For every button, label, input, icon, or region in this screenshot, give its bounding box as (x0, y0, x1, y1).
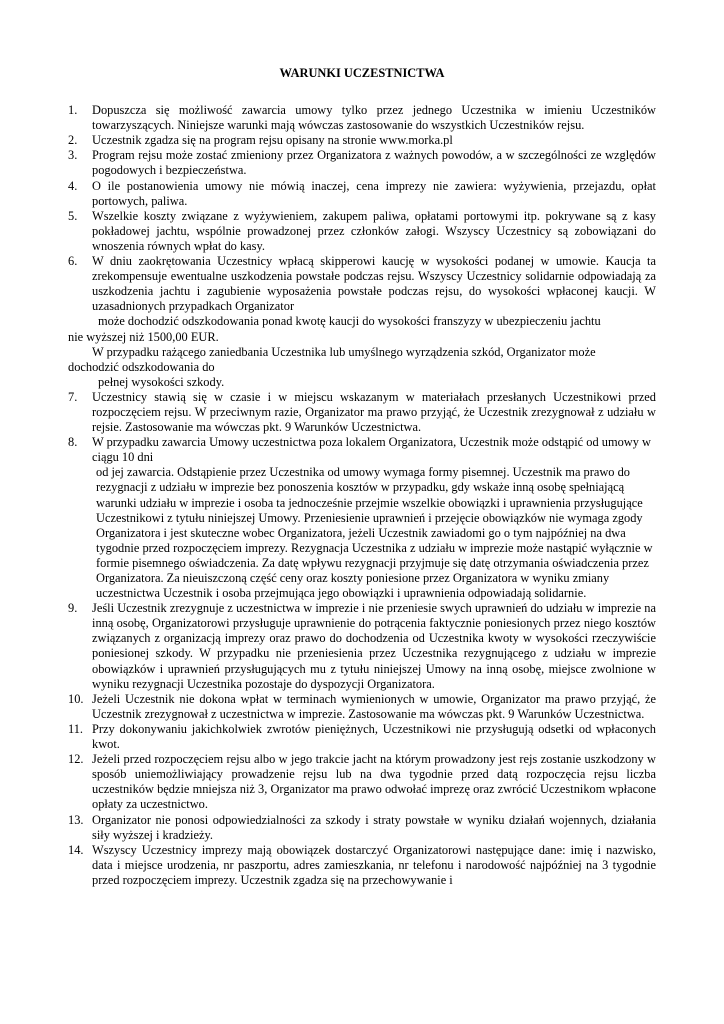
item-text: Uczestnik zgadza się na program rejsu opisany na stronie www.morka.pl (92, 133, 453, 148)
item-text-continuation: W przypadku rażącego zaniedbania Uczestnika lub umyślnego wyrządzenia szkód, Organizator może (92, 344, 596, 359)
item-text: Uczestnicy stawią się w czasie i w miejscu wskazanym w materiałach przesłanych Uczestnikowi przed rozpoczęciem rejsu. W przeciwnym razie, Organizator ma prawo przyjąć, że Uczestnik zrezygnował z udziału w rejsie. Zastosowanie ma wówczas pkt. 9 Warunków Uczestnictwa. (92, 389, 656, 435)
item-text: W przypadku zawarcia Umowy uczestnictwa poza lokalem Organizatora, Uczestnik może odstąpić od umowy w ciągu 10 dni (92, 435, 651, 465)
item-number: 7. (68, 389, 78, 404)
conditions-list (68, 103, 656, 888)
item-text-continuation: dochodzić odszkodowania do (68, 359, 215, 374)
item-number: 4. (68, 178, 78, 193)
item-text: Organizator nie ponosi odpowiedzialności za szkody i straty powstałe w wyniku działań wojennych, działania siły wyższej i kradzieży. (92, 812, 656, 842)
item-text: Jeżeli Uczestnik nie dokona wpłat w terminach wymienionych w umowie, Organizator ma prawo przyjąć, że Uczestnik zrezygnował z uczestnictwa w imprezie. Zastosowanie ma wówczas pkt. 9 Warunków Uczestnictwa. (92, 691, 656, 721)
item-text: Przy dokonywaniu jakichkolwiek zwrotów pieniężnych, Uczestnikowi nie przysługują odsetki od wpłaconych kwot. (92, 721, 656, 752)
item-number: 11. (68, 721, 84, 736)
item-number: 5. (68, 208, 78, 223)
item-text: Wszelkie koszty związane z wyżywieniem, zakupem paliwa, opłatami portowymi itp. pokrywane są z kasy pokładowej jachtu, wspólnie prowadzonej przez członków załogi. Wszyscy Uczestnicy są zobowiązani do wnoszenia równych wpłat do kasy. (92, 208, 656, 253)
item-text-continuation: może dochodzić odszkodowania ponad kwotę kaucji do wysokości franszyzy w ubezpieczeniu jachtu (98, 314, 601, 329)
item-text: Jeśli Uczestnik zrezygnuje z uczestnictwa w imprezie i nie przeniesie swych uprawnień do udziału w imprezie na inną osobę, Organizatorowi przysługuje uprawnienie do potrącenia faktycznie poniesionych przez niego kosztów związanych z organizacją imprezy oraz prawo do dochodzenia od Uczestnika kwoty w wysokości rzeczywiście poniesionej szkody. W przypadku nie przeniesienia przez Uczestnika rezygnującego z udziału w imprezie obowiązków i uprawnień przysługujących mu z tytułu niniejszej Umowy na inną osobę, miejsce zwolnione w wyniku rezygnacji Uczestnika pozostaje do dyspozycji Organizatora. (92, 601, 656, 691)
list-item-6 (68, 254, 656, 390)
item-text: Wszyscy Uczestnicy imprezy mają obowiązek dostarczyć Organizatorowi następujące dane: imię i nazwisko, data i miejsce urodzenia, nr paszportu, adres zamieszkania, nr telefonu i narodowość najpóźniej na 3 tygodnie przed rozpoczęciem imprezy. Uczestnik zgadza się na przechowywanie i (92, 842, 656, 887)
item-text: Jeżeli przed rozpoczęciem rejsu albo w jego trakcie jacht na którym prowadzony jest rejs zostanie uszkodzony w sposób uniemożliwiający prowadzenie rejsu lub na dwa tygodnie przed datą rozpoczęcia rejsu liczba uczestników będzie mniejsza niż 3, Organizator ma prawo odwołać imprezę oraz zwrócić Uczestnikom wpłacone opłaty za uczestnictwo. (92, 752, 656, 812)
list-item-9 (68, 601, 656, 692)
item-number: 3. (68, 148, 78, 163)
list-item-12 (68, 752, 656, 812)
item-text-continuation: nie wyższej niż 1500,00 EUR. (68, 329, 219, 344)
item-number: 2. (68, 133, 78, 148)
list-item-5 (68, 209, 656, 254)
list-item-7 (68, 390, 656, 435)
item-number: 1. (68, 103, 78, 118)
list-item-2 (68, 133, 656, 148)
item-text-continuation: od jej zawarcia. Odstąpienie przez Uczestnika od umowy wymaga formy pisemnej. Uczestnik ma prawo do rezygnacji z udziału w imprezie bez ponoszenia kosztów w przypadku, gdy wskaże inną osobę spełniającą warunki udziału w imprezie i osoba ta jednocześnie przejmie wszelkie obowiązki i uprawnienia przysługujące Uczestnikowi z tytułu niniejszej Umowy. Przeniesienie uprawnień i przejęcie obowiązków nie wymaga zgody Organizatora i jest skuteczne wobec Organizatora, jeżeli Uczestnik zawiadomi go o tym najpóźniej na dwa tygodnie przed rozpoczęciem imprezy. Rezygnacja Uczestnika z udziału w imprezie może nastąpić wyłącznie w formie pisemnego oświadczenia. Za datę wpływu rezygnacji przyjmuje się datę otrzymania oświadczenia przez Organizatora. Za nieuiszczoną część ceny oraz koszty poniesione przez Organizatora w wyniku zmiany uczestnictwa Uczestnik i osoba przejmująca jego obowiązki i uprawnienia odpowiadają solidarnie. (96, 465, 653, 601)
item-text: W dniu zaokrętowania Uczestnicy wpłacą skipperowi kaucję w wysokości podanej w umowie. Kaucja ta zrekompensuje ewentualne uszkodzenia powstałe podczas rejsu. Wszyscy Uczestnicy solidarnie odpowiadają za uszkodzenia jachtu i zagubienie wyposażenia powstałe podczas rejsu, do wysokości wpłaconej kaucji. W uzasadnionych przypadkach Organizator (92, 254, 656, 314)
item-number: 14. (68, 842, 84, 857)
item-number: 8. (68, 435, 78, 450)
document-title: WARUNKI UCZESTNICTWA (279, 66, 445, 80)
list-item-3 (68, 148, 656, 178)
list-item-1 (68, 103, 656, 133)
item-number: 12. (68, 752, 84, 767)
item-text: Dopuszcza się możliwość zawarcia umowy tylko przez jednego Uczestnika w imieniu Uczestników towarzyszących. Niniejsze warunki mają wówczas zastosowanie do wszystkich Uczestników rejsu. (92, 103, 656, 133)
list-item-8 (68, 435, 656, 601)
list-item-14 (68, 843, 656, 888)
item-number: 9. (68, 601, 78, 616)
item-text: O ile postanowienia umowy nie mówią inaczej, cena imprezy nie zawiera: wyżywienia, przejazdu, opłat portowych, paliwa. (92, 178, 656, 208)
item-text: Program rejsu może zostać zmieniony przez Organizatora z ważnych powodów, a w szczególności ze względów pogodowych i bezpieczeństwa. (92, 148, 656, 178)
list-item-13 (68, 813, 656, 843)
list-item-10 (68, 692, 656, 722)
list-item-4 (68, 179, 656, 209)
item-text-continuation: pełnej wysokości szkody. (98, 374, 225, 389)
item-number: 13. (68, 812, 84, 827)
list-item-11 (68, 722, 656, 752)
item-number: 6. (68, 254, 78, 269)
item-number: 10. (68, 691, 84, 706)
